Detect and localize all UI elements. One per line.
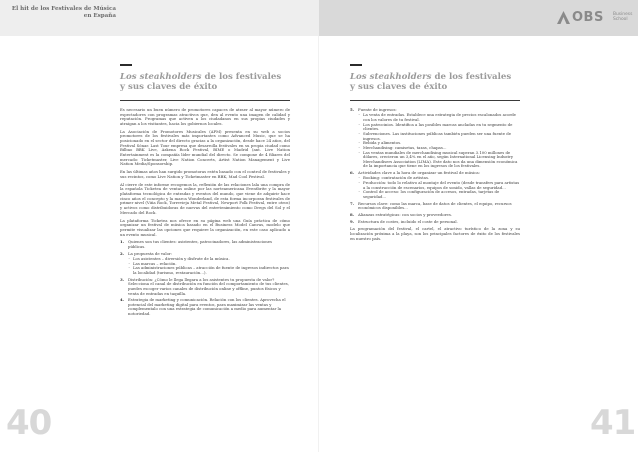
list-text: Actividades clave a la hora de organizar un festival de música: <box>358 170 481 176</box>
paragraph: Al cierre de este informe recogemos la, reflexión de las relaciones lala una compra de la española Ticketea de ventas online por las norteamericana Eventbrite y la mayor plataforma tecnológica de entradas y eventos del mundo, que viene de adquirir hace cinco años el concepto y la marca Wonderland, de esta forma incorporan festivales de primer nivel (Viña Rock, Torrevieja Metal Festival, Newport Folk Festival, entre otros) y activos como distribuidoras de nuevas del entretenimiento como Dregs del Sol y el Mercado del Rock. <box>120 181 290 215</box>
sub-list <box>358 176 520 199</box>
sub-list-item: - Las marcas – relación. <box>128 262 290 267</box>
list-number: 3. <box>120 276 125 282</box>
list-item <box>350 108 520 169</box>
title-line-2: y sus claves de éxito <box>120 82 218 92</box>
list-text: La propuesta de valor: <box>128 250 173 256</box>
list-number: 2. <box>120 250 125 256</box>
sub-list <box>128 257 290 276</box>
section-title-right <box>350 72 520 92</box>
sub-list <box>358 113 520 169</box>
title-italic: Los steakholders <box>350 72 432 82</box>
sub-list-item: - Subvenciones. Las instituciones públicas también pueden ser una fuente de ingresos. <box>358 132 520 141</box>
list-text: Alianzas estratégicas: con socios y proveedores. <box>358 211 453 217</box>
list-text: Distribución: ¿Cómo le llega llegara a los asistentes tu propuesta de valor? Selecciona el canal de distribución en función del comportamiento de tus clientes, puedes escoger varios canales de distribución online y offline, puntos físicos y venta de entradas en taquilla. <box>128 276 289 296</box>
section-title-left <box>120 72 290 92</box>
list-number: 9. <box>350 218 355 224</box>
title-rule <box>120 100 290 101</box>
top-bar <box>0 0 638 36</box>
obs-logo <box>557 9 635 29</box>
paragraph: La Asociación de Promotores Musicales (APM) presenta en su web a socios promotores de los festivales más importantes como Advanced Music, que se ha posicionado en el sector del directo gracias a la organización, desde hace 24 años, del Festival Sónar. Last Tour empresa que desarrolla festivales en su propia ciudad como Bilbao BBK Live, Azkena Rock Festival, BIME o Madrid (ant. Live Nation Entertainment es la compañía líder mundial del directo. Se compone de 4 filiares del mercado: Ticketmaster, Live Nation Concerts, Artist Nation Management y Live Nation Media/Sponsorship. <box>120 128 290 167</box>
title-italic: Los steakholders <box>120 72 202 82</box>
list-number: 8. <box>350 211 355 217</box>
title-line-2: y sus claves de éxito <box>350 82 448 92</box>
title-rule <box>350 100 520 101</box>
numbered-list-right <box>350 108 520 224</box>
list-text: Estrategia de marketing y comunicación. Relación con los clientes. Aprovecha el potencial del marketing digital para eventos, para maximizar las ventas y complementalo con una estrategia de comunicación a medio para aumentar la notoriedad. <box>128 297 286 317</box>
sub-list-item: - Producción: todo lo relativo al montaje del evento (desde transfers para artistas a la construcción de escenarios, equipos de sonido, vallas de seguridad... <box>358 181 520 190</box>
sub-list-item: - Los patrocinios. Identifica a las posibles marcas ancladas en tu segmento de clientes. <box>358 123 520 132</box>
list-item <box>120 240 290 249</box>
list-text: Fuente de ingresos: <box>358 107 397 112</box>
logo-sub-line-2: School <box>613 17 628 23</box>
page-number-left: 40 <box>6 403 52 443</box>
document-title: El hit de los Festivales de Música en España <box>11 6 116 19</box>
list-number: 5. <box>350 107 355 112</box>
list-number: 7. <box>350 200 355 206</box>
closing-paragraph: La programación del festival, el cartel, el atractivo turístico de la zona y su localización próxima a la playa, son los principales factores de éxito de los festivales en nuestro país. <box>350 226 520 241</box>
list-item <box>350 213 520 218</box>
sub-list-item: - La venta de entradas. Establece una estrategia de precios escalonados acorde con los valores de tu festival. <box>358 113 520 122</box>
list-item <box>120 252 290 276</box>
page-number-right: 41 <box>590 403 636 443</box>
list-item <box>350 220 520 225</box>
sub-list-item: - Booking: contratación de artistas. <box>358 176 520 181</box>
sub-list-item: - Control de acceso: los configuración de accesos, entradas, tarjetas de seguridad... <box>358 190 520 199</box>
list-text: Recursos clave: como las marca, base de datos de clientes, el equipo, recursos económicos disponibles... <box>358 200 512 211</box>
sub-list-item: - Bebida y alimentos. <box>358 141 520 146</box>
page-spine <box>318 36 319 452</box>
logo-sub-line-1: Business <box>613 12 633 17</box>
sub-list-item: - Las ventas mundiales de merchandising musical superan 3.100 millones de dólares, crecieron un 3,4% en el año, según International Licensing Industry Merchandisers Association (LIMA). Este dato nos da una dimensión económica de la importancia que tiene en los ingresos de los festivales. <box>358 151 520 170</box>
list-item <box>350 171 520 200</box>
logo-text: OBS <box>572 10 604 25</box>
paragraph: En las últimas años han surgido promotoras estén basado con el control de festivales y sus recintos, como Live Nation y Ticketmaster en BBK, Mad Cool Festival. <box>120 169 290 179</box>
list-number: 1. <box>120 239 125 245</box>
numbered-list-left <box>120 240 290 316</box>
list-item <box>120 278 290 297</box>
accent-bar <box>350 64 362 66</box>
title-rest: de los festivales <box>204 72 282 82</box>
list-text: Estructura de costes, incluido el coste de personal. <box>358 218 458 224</box>
list-number: 6. <box>350 170 355 176</box>
obs-logo-icon <box>557 11 570 24</box>
left-page-content <box>120 64 290 320</box>
sub-list-item: - Las administraciones públicas – atracción de fuente de ingresos indirectos para la localidad (turismo, restauración...). <box>128 266 290 275</box>
sub-list-item: - Merchandising: camisetas, tazas, chapas... <box>358 146 520 151</box>
accent-bar <box>120 64 132 66</box>
right-page-content <box>350 64 520 244</box>
sub-list-item: - Los asistentes – diversión y disfrute de la música. <box>128 257 290 262</box>
list-item <box>350 202 520 211</box>
list-number: 4. <box>120 297 125 303</box>
list-text: Quienes son tus clientes: asistentes, patrocinadores, las administraciones públicas. <box>128 239 272 249</box>
list-item <box>120 298 290 317</box>
title-rest: de los festivales <box>434 72 512 82</box>
logo-subtitle <box>613 12 632 22</box>
paragraph: Es necesario un buen número de promotores capaces de atraer al mayor número de espectadores con programas atractivos que, den al evento una imagen de calidad y reputación. Programas que activen a los ciudadanos en sus propias ciudades y atraigan a los visitantes, hacia los gobiernos locales. <box>120 107 290 126</box>
paragraph: La plataforma Ticketea nos ofrece en su página web una Guía práctica de cómo organizar un festival de música basado en el Business Model Canvas, modelo que permite visualizar las opciones que requiere la organización, en este caso aplicado a un evento musical. <box>120 217 290 237</box>
